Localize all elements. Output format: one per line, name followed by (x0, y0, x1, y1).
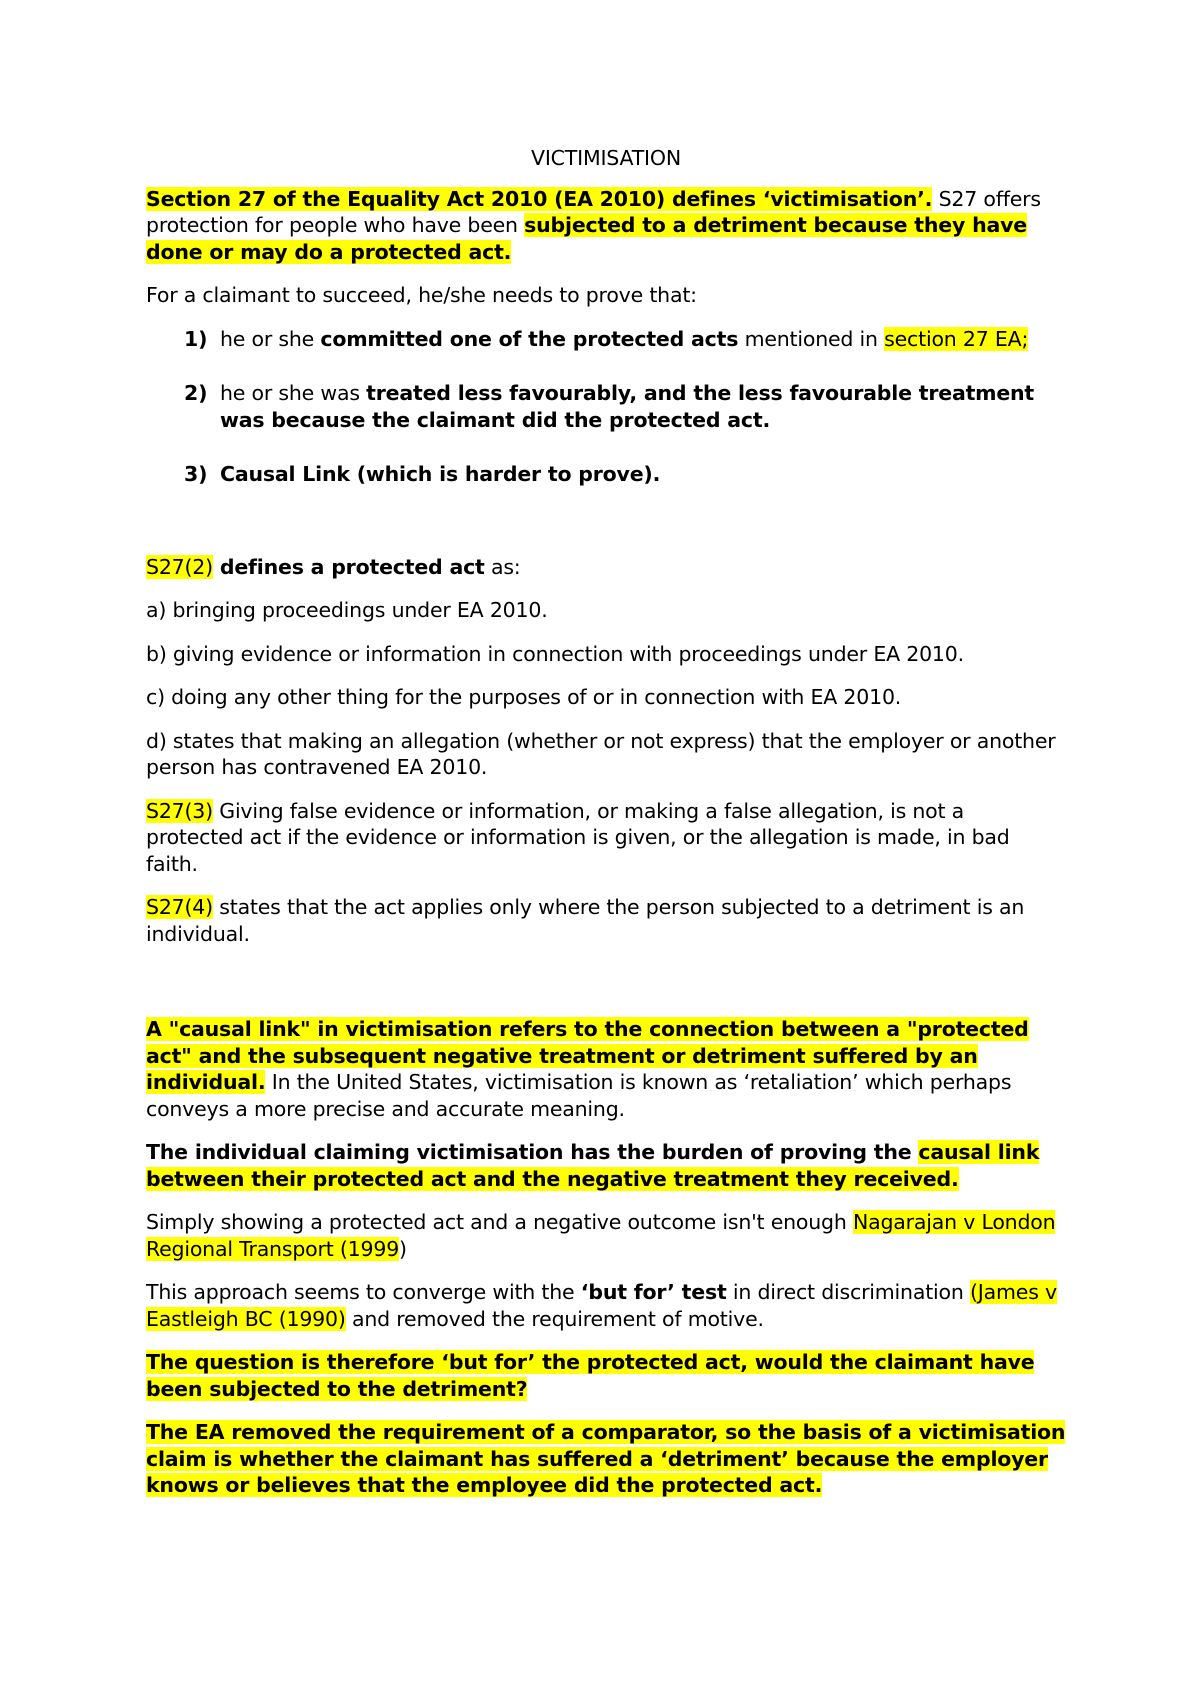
intro-highlight-c: subjected to a detriment because they have done or may do a protected act. (146, 213, 1027, 264)
s27-3-paragraph: S27(3) Giving false evidence or information, or making a false allegation, is not a protected act if the evidence or information is given, or the allegation is made, in bad faith. (146, 798, 1010, 876)
item-b: b) giving evidence or information in connection with proceedings under EA 2010. (146, 641, 964, 666)
list-number: 2) (184, 381, 208, 405)
s27-4-paragraph: S27(4) states that the act applies only where the person subjected to a detriment is an individual. (146, 895, 1025, 946)
s27-4-ref: S27(4) (146, 895, 213, 919)
item-c: c) doing any other thing for the purposes of or in connection with EA 2010. (146, 685, 902, 709)
approach-paragraph: This approach seems to converge with the ‘but for’ test in direct discrimination (James v Eastleigh BC (1990) and removed the requirement of motive. (146, 1280, 1057, 1331)
ea-removed-highlight: The EA removed the requirement of a comparator, so the basis of a victimisation claim is whether the claimant has suffered a ‘detriment’ because the employer knows or believes that the employee did the protected act. (146, 1420, 1066, 1497)
document-title: VICTIMISATION (531, 146, 681, 170)
s27-2-ref: S27(2) (146, 554, 213, 579)
item-a: a) bringing proceedings under EA 2010. (146, 598, 548, 622)
section-27-highlight: section 27 EA; (884, 326, 1029, 351)
requirements-list (146, 326, 1066, 488)
ea-removed-paragraph (146, 1419, 1066, 1499)
s27-2-paragraph: S27(2) defines a protected act as: (146, 554, 521, 579)
list-item: 2) he or she was treated less favourably, and the less favourable treatment was because the claimant did the protected act. (184, 381, 1035, 432)
question-paragraph (146, 1349, 1066, 1402)
causal-link-highlight: A "causal link" in victimisation refers to the connection between a "protected act" and the subsequent negative treatment or detriment suffered by an individual. (146, 1017, 1029, 1094)
intro-highlight-a: Section 27 of the Equality Act 2010 (EA 2010) defines ‘victimisation’. (146, 186, 933, 211)
question-highlight: The question is therefore ‘but for’ the protected act, would the claimant have been subjected to the detriment? (146, 1350, 1035, 1401)
spacer (146, 516, 1066, 554)
s27-3-ref: S27(3) (146, 798, 213, 823)
intro-text: S27 offers protection for people who have been (146, 186, 1041, 237)
list-item: 3) Causal Link (which is harder to prove). (184, 462, 661, 486)
simply-paragraph: Simply showing a protected act and a negative outcome isn't enough Nagarajan v London Regional Transport (1999) (146, 1210, 1056, 1261)
nagarajan-case-highlight: Nagarajan v London Regional Transport (1999 (146, 1210, 1056, 1261)
spacer (146, 964, 1066, 1016)
james-case-highlight: (James v Eastleigh BC (1990) (146, 1280, 1057, 1331)
claimant-intro: For a claimant to succeed, he/she needs to prove that: (146, 283, 697, 307)
burden-highlight: causal link between their protected act and the negative treatment they received. (146, 1140, 1040, 1191)
list-number: 1) (184, 326, 208, 351)
intro-paragraph (146, 186, 1066, 266)
list-item: 1) he or she committed one of the protected acts mentioned in section 27 EA; (184, 326, 1029, 351)
document-body (146, 145, 1066, 1516)
item-d: d) states that making an allegation (whether or not express) that the employer or another person has contravened EA 2010. (146, 728, 1056, 779)
burden-paragraph: The individual claiming victimisation has the burden of proving the causal link between their protected act and the negative treatment they received. (146, 1140, 1040, 1191)
list-number: 3) (184, 462, 208, 486)
causal-link-paragraph: A "causal link" in victimisation refers to the connection between a "protected act" and the subsequent negative treatment or detriment suffered by an individual. In the United States, victimisation is known as ‘retaliation’ which perhaps conveys a more precise and accurate meaning. (146, 1017, 1029, 1121)
